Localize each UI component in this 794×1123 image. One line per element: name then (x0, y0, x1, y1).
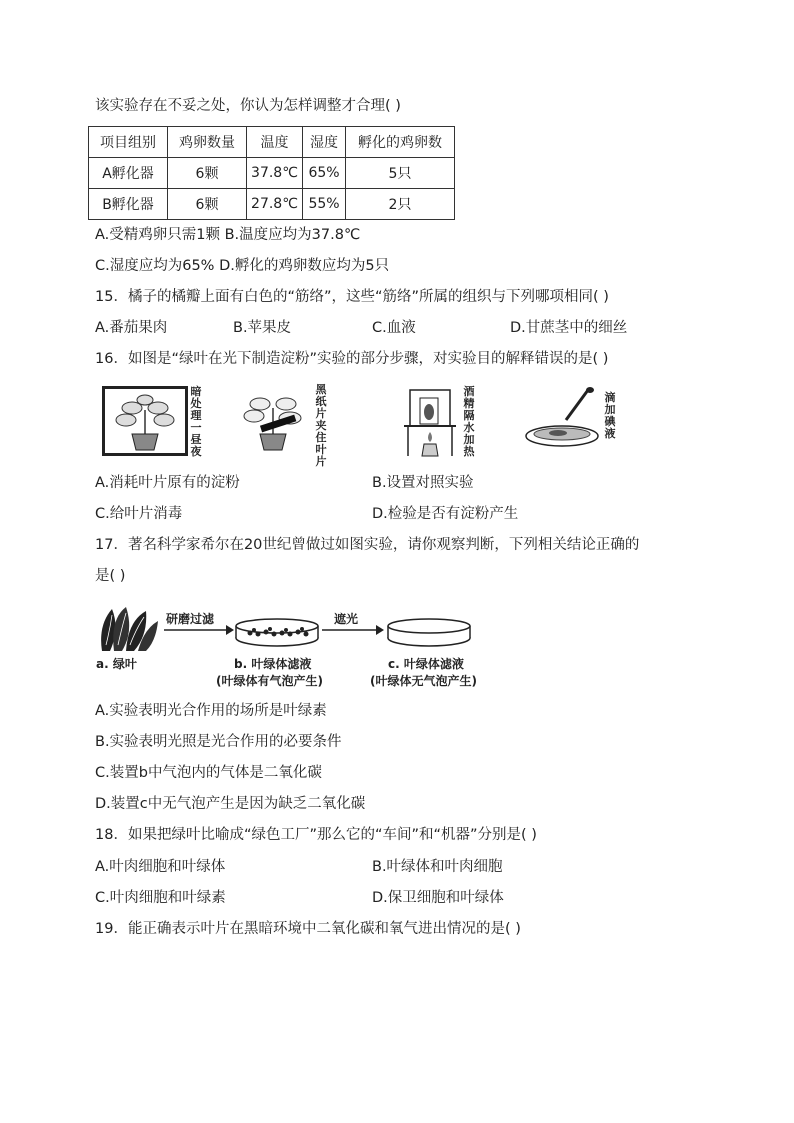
dish-c-figure (386, 616, 472, 648)
q16-option-a: A.消耗叶片原有的淀粉 (95, 475, 240, 491)
q15-stem: 15．橘子的橘瓣上面有白色的“筋络”，这些“筋络”所属的组织与下列哪项相同( ) (95, 289, 609, 305)
black-paper-figure (238, 386, 308, 456)
table-header: 项目组别 (89, 127, 168, 158)
table-row (89, 158, 455, 189)
q18-stem: 18．如果把绿叶比喻成“绿色工厂”那么它的“车间”和“机器”分别是( ) (95, 827, 537, 843)
q15-option-b: B.苹果皮 (233, 320, 292, 336)
q17-option-a: A.实验表明光合作用的场所是叶绿素 (95, 703, 327, 719)
q18-option-c: C.叶肉细胞和叶绿素 (95, 890, 226, 906)
q14-options-line2: C.湿度应均为65% D.孵化的鸡卵数应均为5只 (95, 258, 390, 274)
label-b-note: (叶绿体有气泡产生) (216, 674, 323, 688)
q17-stem-line1: 17．著名科学家希尔在20世纪曾做过如图实验，请你观察判断，下列相关结论正确的 (95, 537, 640, 553)
iodine-figure (522, 386, 604, 450)
table-header-row (89, 127, 455, 158)
alcohol-heating-figure (400, 386, 460, 458)
q15-option-d: D.甘蔗茎中的细丝 (510, 320, 628, 336)
q15-option-a: A.番茄果肉 (95, 320, 168, 336)
fig-label-paper: 黑纸片夹住叶片 (315, 383, 327, 468)
table-cell: A孵化器 (89, 158, 168, 189)
fig-label-iodine: 滴加碘液 (604, 391, 616, 440)
dish-b-figure (234, 616, 320, 648)
arrow1-label: 研磨过滤 (166, 612, 215, 626)
table-cell: 55% (303, 189, 346, 220)
beaker-burner-icon (400, 386, 460, 458)
fig-label-dark: 暗处理一昼夜 (190, 385, 202, 458)
potted-plant-paper-icon (238, 386, 308, 456)
potted-plant-dark-icon (102, 386, 188, 456)
petri-dish-empty-icon (386, 616, 472, 648)
q15-option-c: C.血液 (372, 320, 416, 336)
q18-option-d: D.保卫细胞和叶绿体 (372, 890, 504, 906)
table-cell: 37.8℃ (247, 158, 303, 189)
leaf-bundle-icon (96, 605, 160, 655)
table-header: 孵化的鸡卵数 (346, 127, 455, 158)
q16-stem: 16．如图是“绿叶在光下制造淀粉”实验的部分步骤，对实验目的解释错误的是( ) (95, 351, 609, 367)
table-cell: 6颗 (168, 189, 247, 220)
table-header: 鸡卵数量 (168, 127, 247, 158)
q14-options-line1: A.受精鸡卵只需1颗 B.温度应均为37.8℃ (95, 227, 361, 243)
label-c-note: (叶绿体无气泡产生) (370, 674, 477, 688)
table-header: 温度 (247, 127, 303, 158)
arrow2 (322, 624, 384, 636)
q16-option-c: C.给叶片消毒 (95, 506, 183, 522)
right-arrow-icon (322, 624, 384, 636)
q16-option-d: D.检验是否有淀粉产生 (372, 506, 519, 522)
table-header: 湿度 (303, 127, 346, 158)
q18-option-b: B.叶绿体和叶肉细胞 (372, 859, 503, 875)
incubator-table (88, 126, 455, 220)
label-a: a. 绿叶 (96, 657, 137, 671)
table-cell: B孵化器 (89, 189, 168, 220)
right-arrow-icon (164, 624, 234, 636)
q17-stem-line2: 是( ) (95, 568, 126, 584)
table-row (89, 189, 455, 220)
fig-label-heating: 酒精隔水加热 (463, 385, 475, 458)
q16-option-b: B.设置对照实验 (372, 475, 474, 491)
table-cell: 6颗 (168, 158, 247, 189)
green-leaf-figure (96, 605, 160, 655)
table-cell: 2只 (346, 189, 455, 220)
label-c: c. 叶绿体滤液 (388, 657, 464, 671)
q17-option-d: D.装置c中无气泡产生是因为缺乏二氧化碳 (95, 796, 366, 812)
dropper-dish-icon (522, 386, 604, 450)
table-cell: 65% (303, 158, 346, 189)
q18-option-a: A.叶肉细胞和叶绿体 (95, 859, 226, 875)
q19-stem: 19．能正确表示叶片在黑暗环境中二氧化碳和氧气进出情况的是( ) (95, 921, 521, 937)
q17-option-c: C.装置b中气泡内的气体是二氧化碳 (95, 765, 322, 781)
intro-text: 该实验存在不妥之处，你认为怎样调整才合理( ) (95, 98, 401, 114)
arrow1 (164, 624, 234, 636)
petri-dish-bubbles-icon (234, 616, 320, 648)
arrow2-label: 遮光 (334, 612, 359, 626)
table-cell: 27.8℃ (247, 189, 303, 220)
q17-option-b: B.实验表明光照是光合作用的必要条件 (95, 734, 342, 750)
dark-treatment-figure (102, 386, 188, 456)
label-b: b. 叶绿体滤液 (234, 657, 312, 671)
table-cell: 5只 (346, 158, 455, 189)
